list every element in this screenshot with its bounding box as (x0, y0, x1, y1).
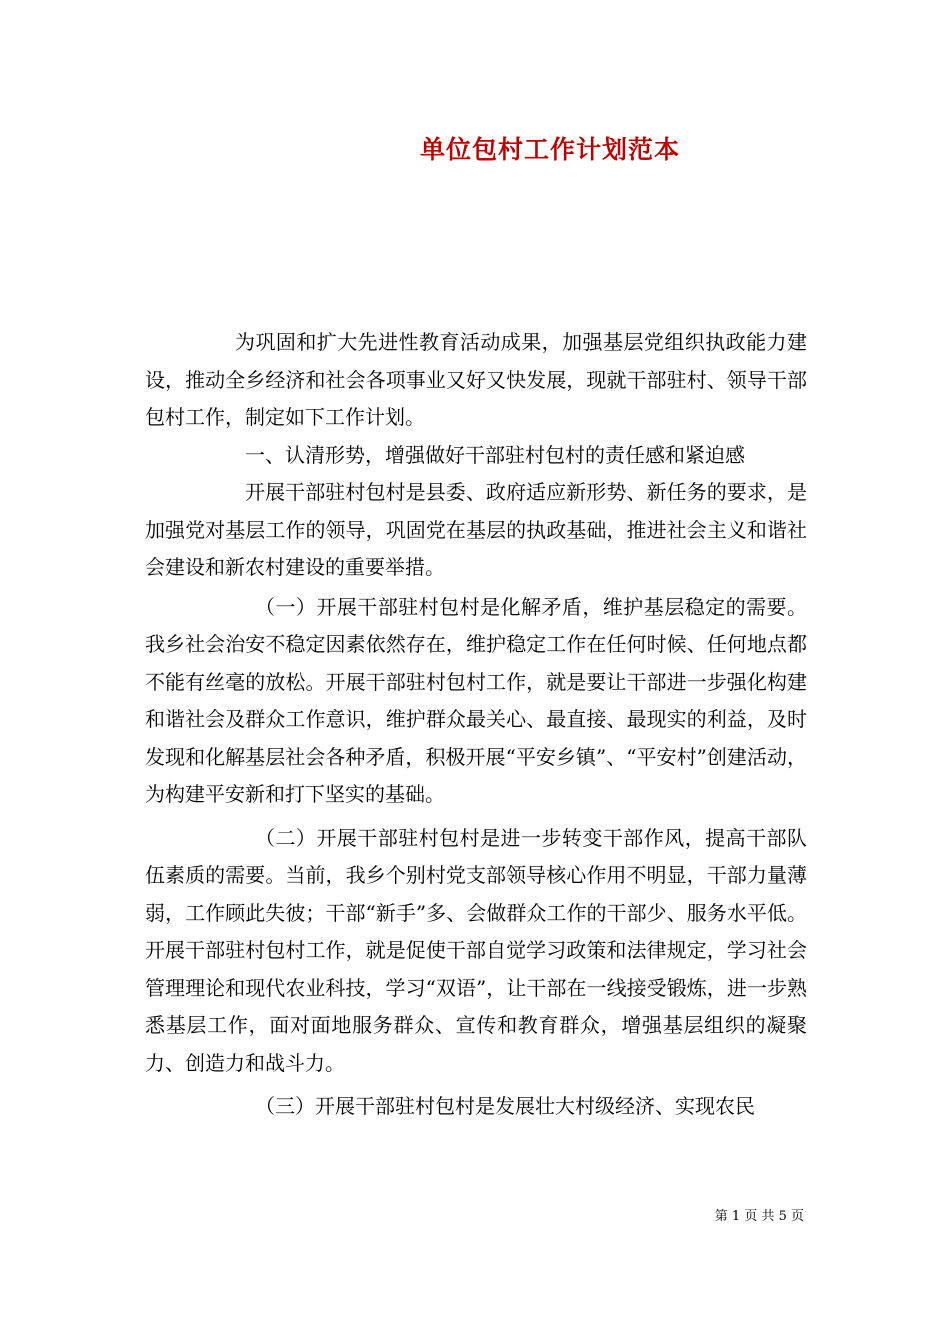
item-two-paragraph: （二）开展干部驻村包村是进一步转变干部作风，提高干部队伍素质的需要。当前，我乡个别村党支部领导核心作用不明显，干部力量薄弱，工作顾此失彼；干部“新手”多、会做群众工作的干部少、服务水平低。开展干部驻村包村工作，就是促使干部自觉学习政策和法律规定，学习社会管理理论和现代农业科技，学习“双语”，让干部在一线接受锻炼，进一步熟悉基层工作，面对面地服务群众、宣传和教育群众，增强基层组织的凝聚力、创造力和战斗力。 (145, 825, 807, 1075)
intro-paragraph: 为巩固和扩大先进性教育活动成果，加强基层党组织执政能力建设，推动全乡经济和社会各项事业又好又快发展，现就干部驻村、领导干部包村工作，制定如下工作计划。 (145, 330, 807, 429)
item-one-paragraph: （一）开展干部驻村包村是化解矛盾，维护基层稳定的需要。我乡社会治安不稳定因素依然存在，维护稳定工作在任何时候、任何地点都不能有丝毫的放松。开展干部驻村包村工作，就是要让干部进一步强化构建和谐社会及群众工作意识，维护群众最关心、最直接、最现实的利益，及时发现和化解基层社会各种矛盾，积极开展“平安乡镇”、“平安村”创建活动，为构建平安新和打下坚实的基础。 (145, 594, 807, 806)
document-title: 单位包村工作计划范本 (419, 135, 680, 164)
section-one-lead-paragraph: 开展干部驻村包村是县委、政府适应新形势、新任务的要求，是加强党对基层工作的领导，巩固党在基层的执政基础，推进社会主义和谐社会建设和新农村建设的重要举措。 (145, 480, 807, 579)
section-one-heading: 一、认清形势，增强做好干部驻村包村的责任感和紧迫感 (245, 442, 745, 467)
item-three-paragraph: （三）开展干部驻村包村是发展壮大村级经济、实现农民 (255, 1094, 755, 1118)
page-number-footer: 第 1 页 共 5 页 (714, 1209, 804, 1224)
document-body (145, 324, 807, 1126)
